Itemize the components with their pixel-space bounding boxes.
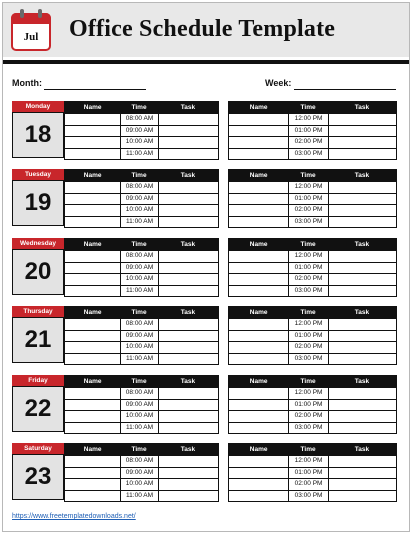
time-cell: 10:00 AM [120, 479, 158, 490]
task-cell[interactable] [158, 126, 218, 137]
name-cell[interactable] [229, 194, 288, 205]
schedule-table [64, 306, 219, 365]
day-date: 23 [12, 454, 64, 500]
name-cell[interactable] [65, 423, 120, 434]
time-column-header: Time [300, 309, 316, 316]
name-cell[interactable] [229, 182, 288, 193]
task-cell[interactable] [328, 491, 396, 502]
time-column-header: Time [131, 104, 147, 111]
time-cell: 11:00 AM [120, 354, 158, 365]
schedule-table [228, 169, 397, 228]
task-cell[interactable] [328, 205, 396, 216]
name-cell[interactable] [229, 423, 288, 434]
time-column-header: Time [300, 172, 316, 179]
name-cell[interactable] [229, 400, 288, 411]
task-cell[interactable] [328, 194, 396, 205]
task-cell[interactable] [158, 205, 218, 216]
time-cell: 01:00 PM [288, 194, 328, 205]
table-row [65, 125, 218, 137]
day-name: Wednesday [12, 238, 64, 249]
time-column-header: Time [131, 172, 147, 179]
time-column-header: Time [131, 241, 147, 248]
table-row [65, 216, 218, 228]
name-cell[interactable] [229, 354, 288, 365]
name-column-header: Name [249, 446, 268, 453]
table-row [65, 250, 218, 262]
name-cell[interactable] [229, 149, 288, 160]
calendar-icon [11, 9, 51, 51]
time-cell: 08:00 AM [120, 388, 158, 399]
task-cell[interactable] [158, 354, 218, 365]
task-cell[interactable] [158, 286, 218, 297]
name-cell[interactable] [229, 479, 288, 490]
table-row [229, 262, 396, 274]
time-cell: 08:00 AM [120, 456, 158, 467]
table-row [229, 422, 396, 434]
table-row [229, 341, 396, 353]
time-cell: 08:00 AM [120, 114, 158, 125]
task-cell[interactable] [328, 126, 396, 137]
task-cell[interactable] [328, 354, 396, 365]
task-column-header: Task [354, 104, 370, 111]
time-cell: 08:00 AM [120, 319, 158, 330]
name-cell[interactable] [65, 331, 120, 342]
task-cell[interactable] [158, 182, 218, 193]
task-column-header: Task [180, 241, 196, 248]
table-row [65, 353, 218, 365]
table-row [229, 136, 396, 148]
day-name: Monday [12, 101, 64, 112]
task-cell[interactable] [328, 319, 396, 330]
table-row [229, 113, 396, 125]
table-header [229, 444, 396, 455]
table-row [65, 410, 218, 422]
name-column-header: Name [83, 172, 102, 179]
table-row [229, 455, 396, 467]
time-column-header: Time [300, 378, 316, 385]
time-cell: 10:00 AM [120, 137, 158, 148]
time-cell: 01:00 PM [288, 400, 328, 411]
time-column-header: Time [131, 378, 147, 385]
time-cell: 01:00 PM [288, 263, 328, 274]
name-column-header: Name [249, 104, 268, 111]
name-column-header: Name [83, 309, 102, 316]
name-cell[interactable] [65, 205, 120, 216]
name-cell[interactable] [65, 456, 120, 467]
name-cell[interactable] [65, 342, 120, 353]
time-cell: 03:00 PM [288, 286, 328, 297]
schedule-table [228, 238, 397, 297]
time-cell: 09:00 AM [120, 400, 158, 411]
task-cell[interactable] [158, 217, 218, 228]
time-cell: 12:00 PM [288, 114, 328, 125]
time-cell: 11:00 AM [120, 286, 158, 297]
table-row [229, 204, 396, 216]
name-cell[interactable] [229, 274, 288, 285]
table-row [65, 285, 218, 297]
task-column-header: Task [180, 104, 196, 111]
name-cell[interactable] [65, 149, 120, 160]
time-cell: 03:00 PM [288, 423, 328, 434]
name-cell[interactable] [65, 491, 120, 502]
time-cell: 08:00 AM [120, 182, 158, 193]
time-cell: 01:00 PM [288, 468, 328, 479]
name-cell[interactable] [65, 114, 120, 125]
table-row [65, 387, 218, 399]
schedule-table [228, 375, 397, 434]
table-row [229, 193, 396, 205]
time-cell: 03:00 PM [288, 217, 328, 228]
task-cell[interactable] [328, 149, 396, 160]
task-cell[interactable] [328, 456, 396, 467]
schedule-table [64, 101, 219, 160]
time-cell: 02:00 PM [288, 411, 328, 422]
time-cell: 10:00 AM [120, 205, 158, 216]
month-field[interactable] [44, 89, 146, 90]
table-header [65, 170, 218, 181]
name-cell[interactable] [65, 251, 120, 262]
day-block [0, 101, 413, 160]
task-column-header: Task [180, 378, 196, 385]
task-cell[interactable] [158, 263, 218, 274]
task-cell[interactable] [158, 423, 218, 434]
task-cell[interactable] [158, 479, 218, 490]
name-cell[interactable] [65, 217, 120, 228]
name-column-header: Name [83, 104, 102, 111]
name-cell[interactable] [65, 354, 120, 365]
time-cell: 01:00 PM [288, 126, 328, 137]
name-cell[interactable] [229, 319, 288, 330]
day-name: Thursday [12, 306, 64, 317]
day-block [0, 238, 413, 297]
table-header [229, 170, 396, 181]
table-row [65, 422, 218, 434]
time-column-header: Time [131, 309, 147, 316]
task-cell[interactable] [328, 411, 396, 422]
name-column-header: Name [249, 378, 268, 385]
time-column-header: Time [300, 241, 316, 248]
day-block [0, 306, 413, 365]
week-field[interactable] [294, 89, 396, 90]
name-cell[interactable] [65, 479, 120, 490]
name-cell[interactable] [65, 286, 120, 297]
name-column-header: Name [83, 446, 102, 453]
time-cell: 12:00 PM [288, 251, 328, 262]
task-cell[interactable] [328, 114, 396, 125]
day-name: Saturday [12, 443, 64, 454]
task-cell[interactable] [328, 388, 396, 399]
calendar-month: Jul [23, 31, 39, 43]
table-header [65, 444, 218, 455]
time-cell: 12:00 PM [288, 456, 328, 467]
time-cell: 10:00 AM [120, 342, 158, 353]
table-row [65, 455, 218, 467]
name-cell[interactable] [229, 411, 288, 422]
task-cell[interactable] [158, 251, 218, 262]
name-cell[interactable] [229, 468, 288, 479]
task-cell[interactable] [158, 319, 218, 330]
time-cell: 03:00 PM [288, 354, 328, 365]
task-cell[interactable] [328, 217, 396, 228]
time-cell: 11:00 AM [120, 491, 158, 502]
table-row [229, 467, 396, 479]
task-cell[interactable] [158, 400, 218, 411]
name-cell[interactable] [229, 126, 288, 137]
schedule-table [64, 169, 219, 228]
table-row [65, 467, 218, 479]
time-column-header: Time [131, 446, 147, 453]
table-row [65, 181, 218, 193]
table-header [65, 102, 218, 113]
name-cell[interactable] [229, 342, 288, 353]
name-cell[interactable] [229, 137, 288, 148]
time-cell: 01:00 PM [288, 331, 328, 342]
task-cell[interactable] [158, 331, 218, 342]
schedule-table [228, 101, 397, 160]
name-cell[interactable] [65, 182, 120, 193]
task-cell[interactable] [328, 251, 396, 262]
time-cell: 11:00 AM [120, 217, 158, 228]
time-column-header: Time [300, 104, 316, 111]
time-cell: 02:00 PM [288, 342, 328, 353]
schedule-table [228, 443, 397, 502]
table-row [229, 216, 396, 228]
table-row [65, 136, 218, 148]
day-name: Tuesday [12, 169, 64, 180]
name-cell[interactable] [65, 400, 120, 411]
header-divider [3, 60, 409, 64]
name-cell[interactable] [229, 388, 288, 399]
time-cell: 02:00 PM [288, 137, 328, 148]
time-cell: 11:00 AM [120, 149, 158, 160]
time-cell: 09:00 AM [120, 263, 158, 274]
day-date: 21 [12, 317, 64, 363]
table-row [229, 148, 396, 160]
table-header [229, 307, 396, 318]
time-cell: 02:00 PM [288, 479, 328, 490]
task-cell[interactable] [158, 468, 218, 479]
table-header [65, 239, 218, 250]
table-row [65, 341, 218, 353]
task-cell[interactable] [158, 491, 218, 502]
time-cell: 09:00 AM [120, 331, 158, 342]
table-row [229, 387, 396, 399]
table-row [65, 148, 218, 160]
task-cell[interactable] [158, 114, 218, 125]
name-column-header: Name [249, 172, 268, 179]
task-cell[interactable] [328, 423, 396, 434]
table-row [65, 262, 218, 274]
table-header [65, 376, 218, 387]
task-cell[interactable] [158, 342, 218, 353]
day-date: 20 [12, 249, 64, 295]
name-cell[interactable] [229, 286, 288, 297]
name-cell[interactable] [65, 126, 120, 137]
month-label: Month: [12, 78, 42, 88]
table-row [229, 410, 396, 422]
time-cell: 03:00 PM [288, 491, 328, 502]
table-header [229, 376, 396, 387]
table-row [65, 490, 218, 502]
time-cell: 09:00 AM [120, 194, 158, 205]
name-cell[interactable] [229, 114, 288, 125]
name-cell[interactable] [65, 137, 120, 148]
name-cell[interactable] [229, 491, 288, 502]
website-link[interactable]: https://www.freetemplatedownloads.net/ [12, 513, 136, 520]
time-cell: 12:00 PM [288, 182, 328, 193]
task-cell[interactable] [328, 286, 396, 297]
time-cell: 02:00 PM [288, 205, 328, 216]
name-column-header: Name [249, 241, 268, 248]
table-row [229, 353, 396, 365]
task-column-header: Task [354, 309, 370, 316]
name-cell[interactable] [229, 251, 288, 262]
table-row [65, 318, 218, 330]
time-cell: 02:00 PM [288, 274, 328, 285]
name-cell[interactable] [65, 263, 120, 274]
task-cell[interactable] [158, 388, 218, 399]
table-row [229, 285, 396, 297]
schedule-table [228, 306, 397, 365]
task-cell[interactable] [328, 263, 396, 274]
task-cell[interactable] [328, 137, 396, 148]
task-cell[interactable] [328, 331, 396, 342]
task-cell[interactable] [158, 149, 218, 160]
task-cell[interactable] [328, 274, 396, 285]
day-date: 22 [12, 386, 64, 432]
time-column-header: Time [300, 446, 316, 453]
time-cell: 12:00 PM [288, 388, 328, 399]
table-row [65, 273, 218, 285]
table-row [65, 330, 218, 342]
name-cell[interactable] [65, 388, 120, 399]
task-cell[interactable] [158, 411, 218, 422]
table-row [229, 181, 396, 193]
name-cell[interactable] [229, 217, 288, 228]
table-header [229, 239, 396, 250]
table-row [229, 399, 396, 411]
name-cell[interactable] [65, 194, 120, 205]
name-cell[interactable] [65, 274, 120, 285]
task-cell[interactable] [328, 400, 396, 411]
table-row [229, 318, 396, 330]
task-cell[interactable] [328, 479, 396, 490]
name-column-header: Name [83, 378, 102, 385]
time-cell: 10:00 AM [120, 411, 158, 422]
day-date: 19 [12, 180, 64, 226]
name-cell[interactable] [229, 456, 288, 467]
name-cell[interactable] [65, 468, 120, 479]
day-block [0, 443, 413, 502]
table-row [65, 204, 218, 216]
table-header [229, 102, 396, 113]
schedule-table [64, 443, 219, 502]
table-row [229, 478, 396, 490]
schedule-table [64, 375, 219, 434]
name-cell[interactable] [65, 319, 120, 330]
task-column-header: Task [354, 378, 370, 385]
time-cell: 12:00 PM [288, 319, 328, 330]
time-cell: 08:00 AM [120, 251, 158, 262]
time-cell: 03:00 PM [288, 149, 328, 160]
day-block [0, 375, 413, 434]
table-row [65, 399, 218, 411]
table-row [65, 193, 218, 205]
task-column-header: Task [180, 446, 196, 453]
page-title: Office Schedule Template [69, 16, 336, 42]
task-cell[interactable] [158, 274, 218, 285]
day-name: Friday [12, 375, 64, 386]
time-cell: 10:00 AM [120, 274, 158, 285]
day-block [0, 169, 413, 228]
table-row [65, 478, 218, 490]
week-label: Week: [265, 78, 292, 88]
day-date: 18 [12, 112, 64, 158]
task-cell[interactable] [328, 468, 396, 479]
table-row [229, 125, 396, 137]
task-column-header: Task [354, 446, 370, 453]
table-row [65, 113, 218, 125]
name-cell[interactable] [229, 331, 288, 342]
time-cell: 09:00 AM [120, 126, 158, 137]
name-cell[interactable] [229, 263, 288, 274]
task-column-header: Task [354, 172, 370, 179]
table-row [229, 330, 396, 342]
name-column-header: Name [83, 241, 102, 248]
task-column-header: Task [354, 241, 370, 248]
task-column-header: Task [180, 172, 196, 179]
table-row [229, 273, 396, 285]
name-cell[interactable] [65, 411, 120, 422]
time-cell: 11:00 AM [120, 423, 158, 434]
task-cell[interactable] [328, 342, 396, 353]
task-column-header: Task [180, 309, 196, 316]
task-cell[interactable] [158, 194, 218, 205]
table-header [65, 307, 218, 318]
time-cell: 09:00 AM [120, 468, 158, 479]
task-cell[interactable] [158, 456, 218, 467]
table-row [229, 490, 396, 502]
schedule-table [64, 238, 219, 297]
name-column-header: Name [249, 309, 268, 316]
name-cell[interactable] [229, 205, 288, 216]
table-row [229, 250, 396, 262]
task-cell[interactable] [158, 137, 218, 148]
task-cell[interactable] [328, 182, 396, 193]
header-bar [3, 3, 409, 57]
